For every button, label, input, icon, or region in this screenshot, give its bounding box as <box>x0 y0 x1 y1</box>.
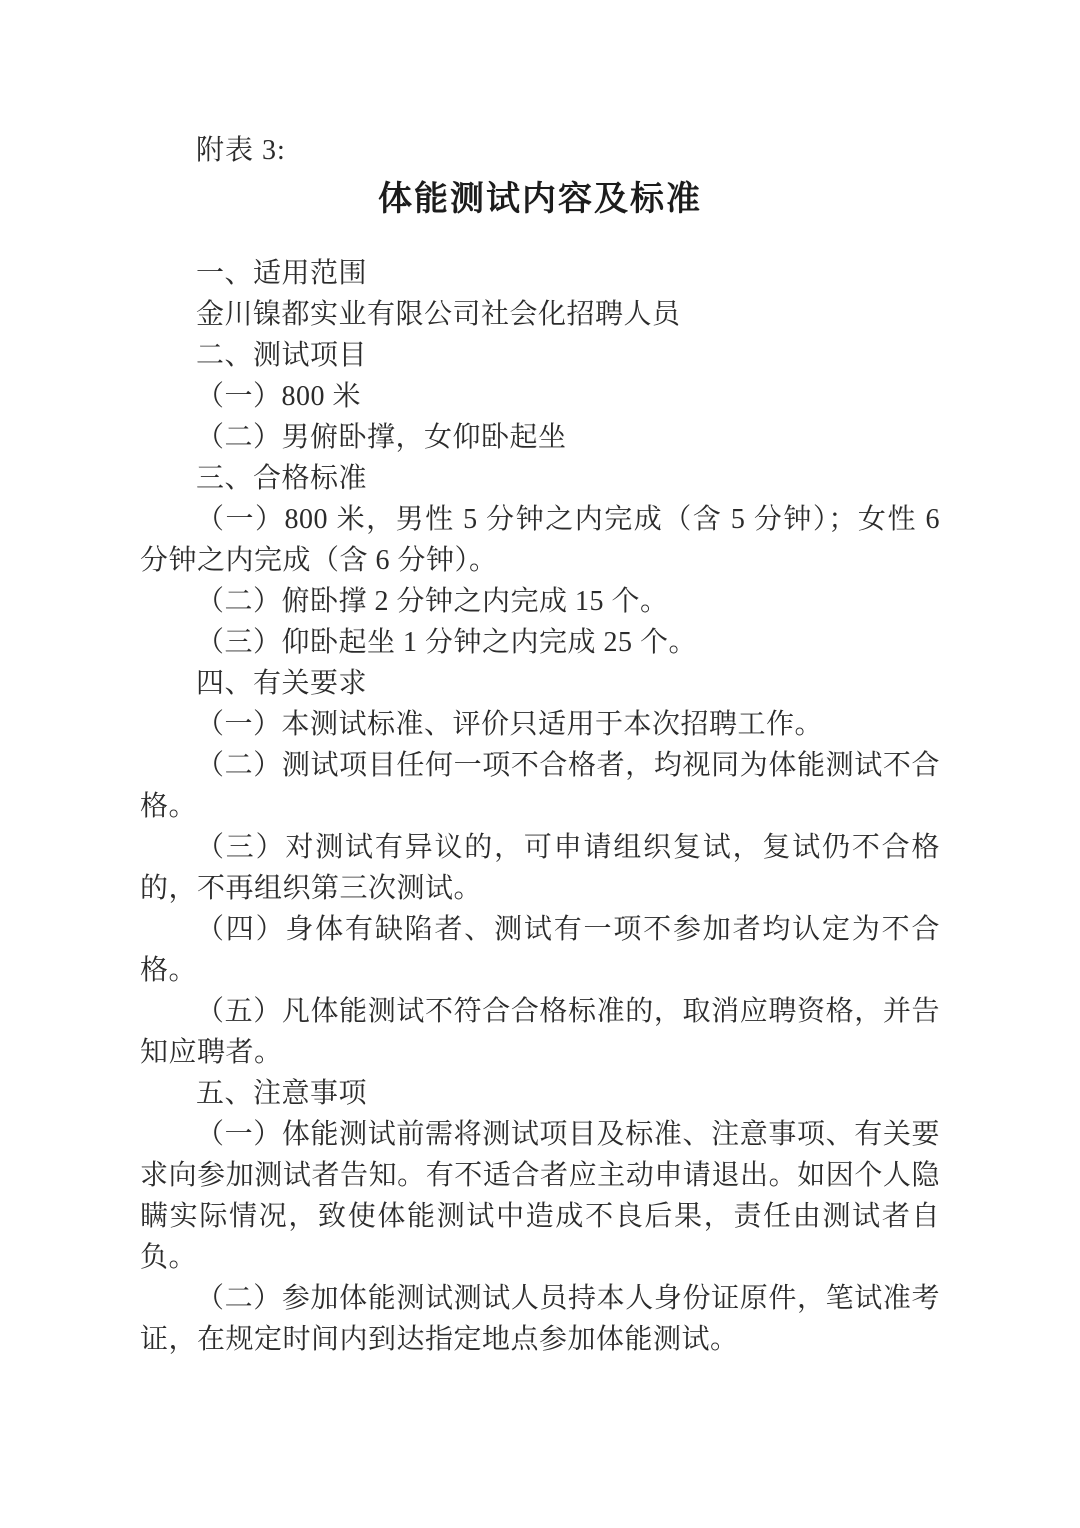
paragraph: （一）800 米，男性 5 分钟之内完成（含 5 分钟）；女性 6 分钟之内完成（含 6 分钟）。 <box>140 504 940 576</box>
document-title: 体能测试内容及标准 <box>378 181 702 218</box>
section-heading: 一、适用范围 <box>196 258 368 289</box>
paragraph: （二）男俯卧撑，女仰卧起坐 <box>196 422 567 453</box>
paragraph: （五）凡体能测试不符合合格标准的，取消应聘资格，并告知应聘者。 <box>140 996 940 1068</box>
paragraph: （三）对测试有异议的，可申请组织复试，复试仍不合格的，不再组织第三次测试。 <box>140 832 940 904</box>
paragraph: （二）俯卧撑 2 分钟之内完成 15 个。 <box>196 586 669 617</box>
paragraph: （一）800 米 <box>196 381 362 412</box>
paragraph: 金川镍都实业有限公司社会化招聘人员 <box>196 299 681 330</box>
section-heading: 二、测试项目 <box>196 340 368 371</box>
paragraph: （一）体能测试前需将测试项目及标准、注意事项、有关要求向参加测试者告知。有不适合者应主动申请退出。如因个人隐瞒实际情况，致使体能测试中造成不良后果，责任由测试者自负。 <box>140 1119 940 1273</box>
paragraph: （二）测试项目任何一项不合格者，均视同为体能测试不合格。 <box>140 750 940 822</box>
section-heading: 三、合格标准 <box>196 463 368 494</box>
paragraph: （一）本测试标准、评价只适用于本次招聘工作。 <box>196 709 824 740</box>
paragraph: （二）参加体能测试测试人员持本人身份证原件，笔试准考证，在规定时间内到达指定地点参加体能测试。 <box>140 1283 940 1355</box>
section-heading: 五、注意事项 <box>196 1078 368 1109</box>
section-heading: 四、有关要求 <box>196 668 368 699</box>
document-body <box>140 253 940 1360</box>
appendix-annotation: 附表 3: <box>196 135 286 166</box>
paragraph: （四）身体有缺陷者、测试有一项不参加者均认定为不合格。 <box>140 914 940 986</box>
paragraph: （三）仰卧起坐 1 分钟之内完成 25 个。 <box>196 627 698 658</box>
